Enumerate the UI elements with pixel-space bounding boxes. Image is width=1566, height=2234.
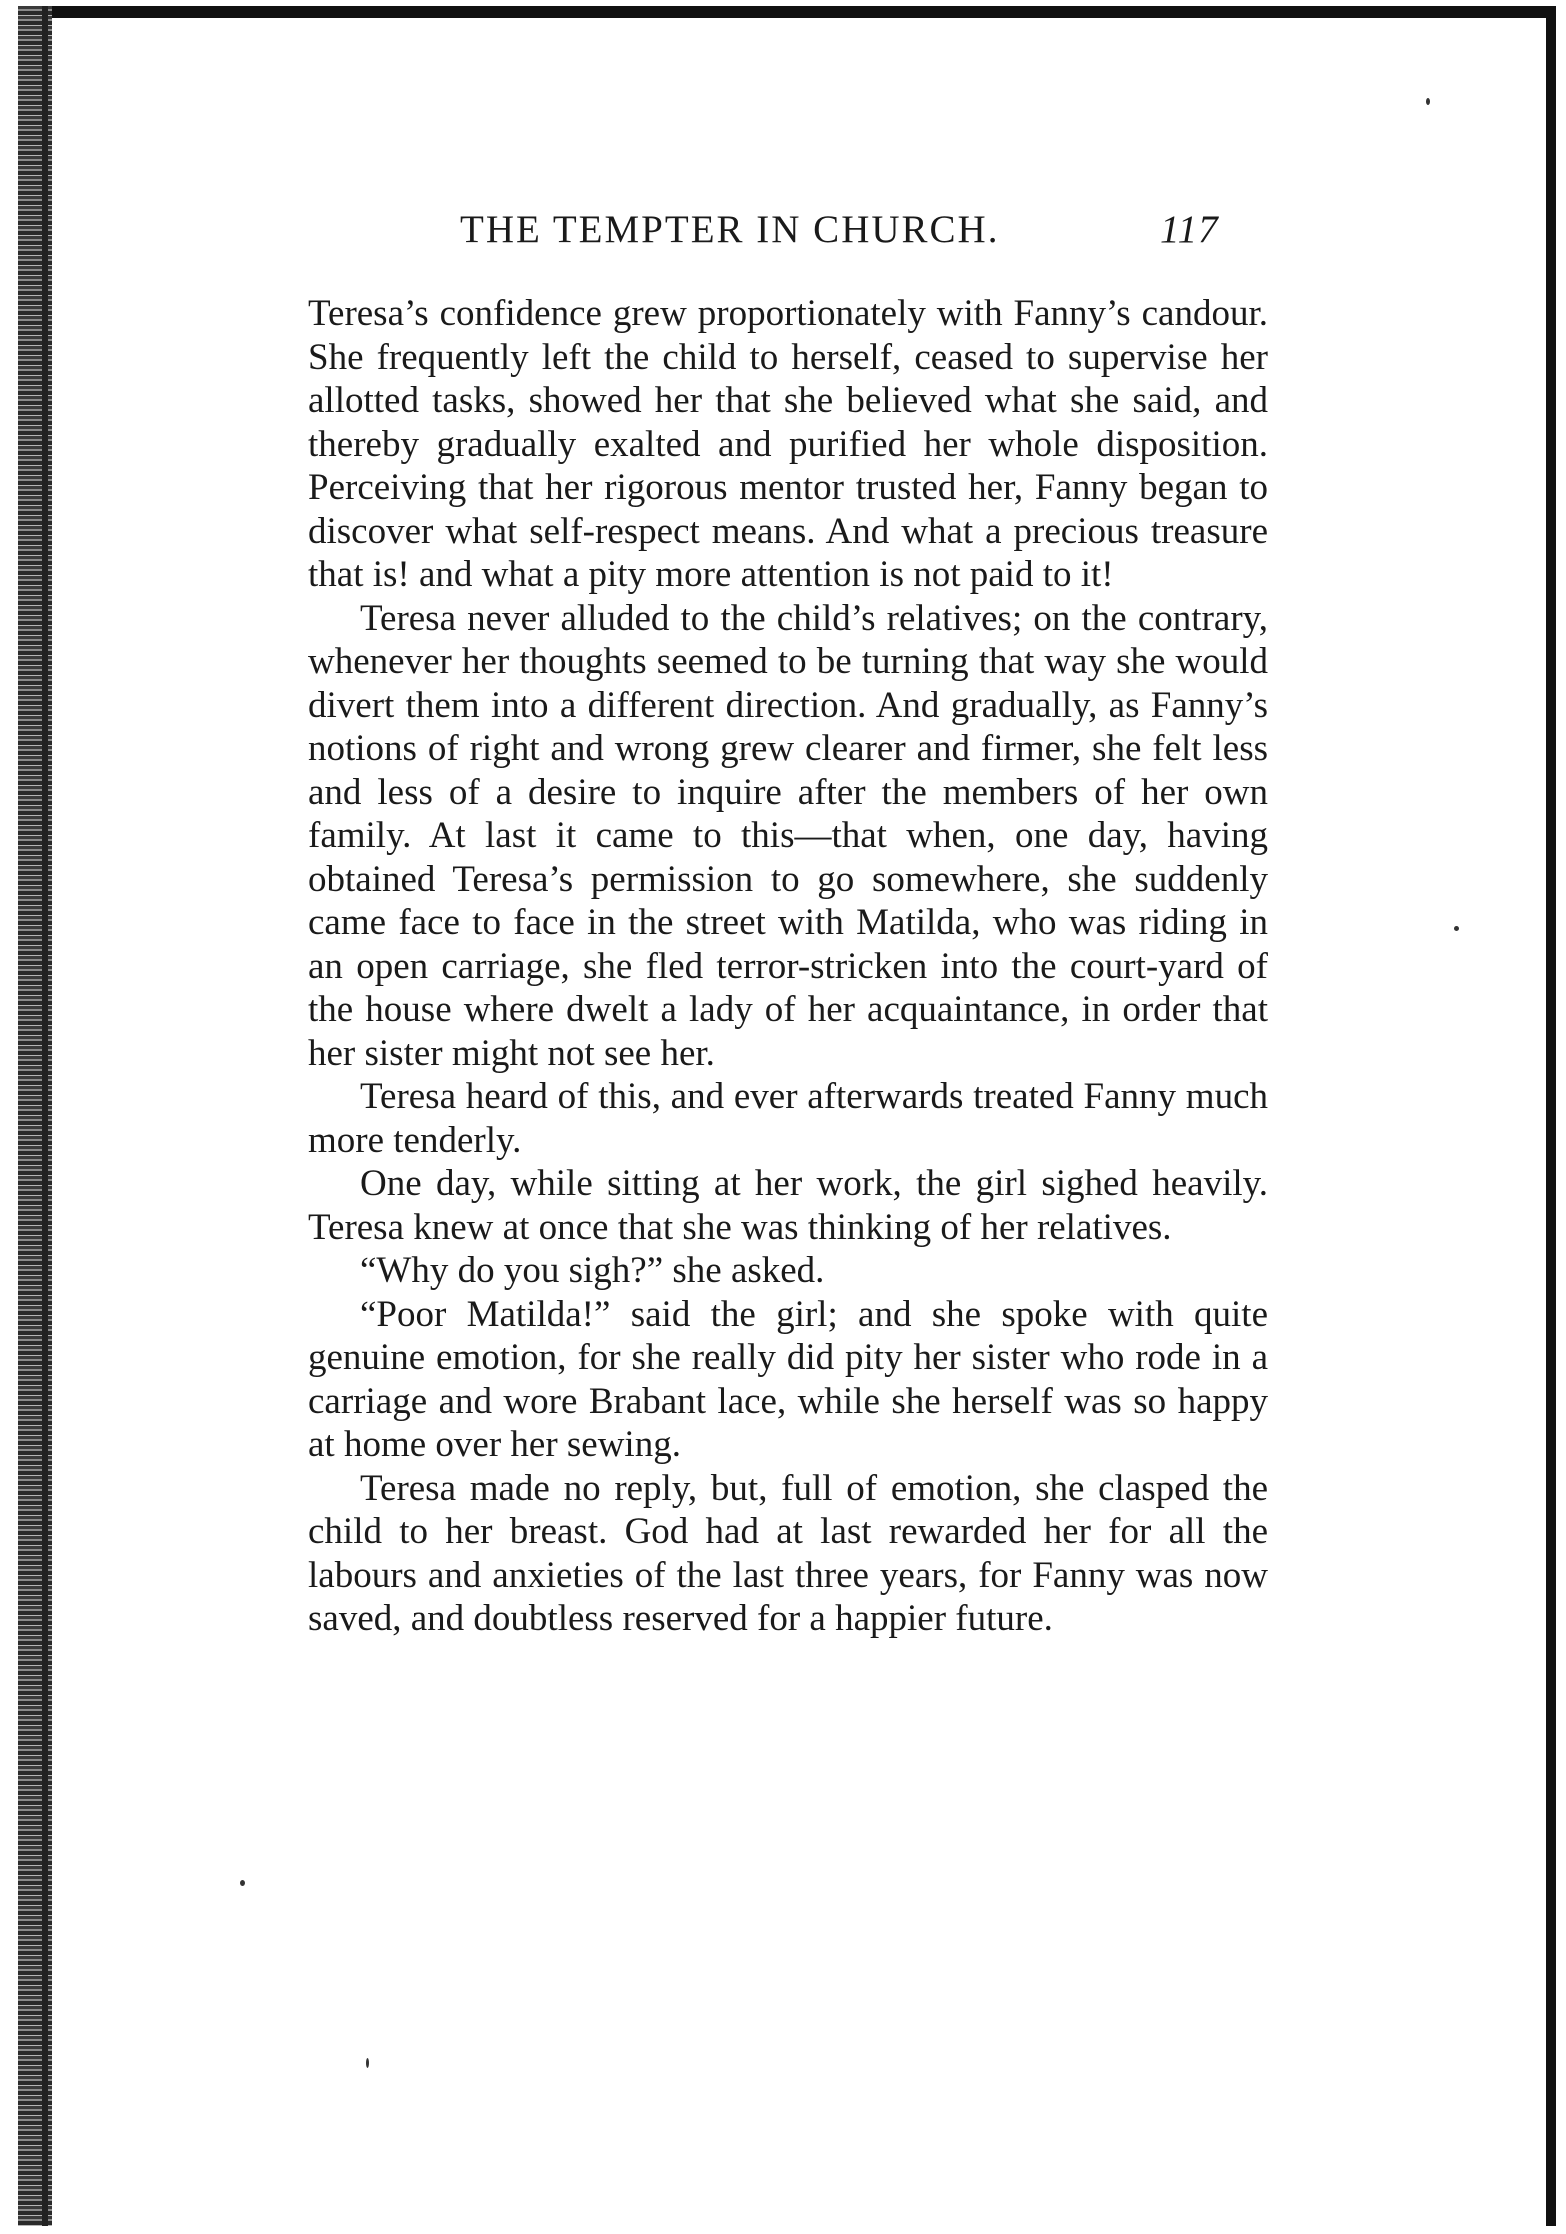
scan-speck bbox=[240, 1880, 245, 1886]
scan-speck bbox=[366, 2058, 369, 2068]
paragraph: One day, while sitting at her work, the girl sighed heavily. Teresa knew at once that she was thinking of her relatives. bbox=[308, 1163, 1268, 1248]
page-number: 117 bbox=[1160, 208, 1219, 251]
page-binding-shadow bbox=[42, 6, 48, 2226]
paragraph: Teresa heard of this, and ever afterwards treated Fanny much more tenderly. bbox=[308, 1076, 1268, 1161]
paragraph: “Why do you sigh?” she asked. bbox=[360, 1250, 825, 1291]
paragraph: Teresa made no reply, but, full of emotion, she clasped the child to her breast. God had at last rewarded her for all the labours and anxieties of the last three years, for Fanny was now saved, and doubtless reserved for a happier future. bbox=[308, 1467, 1268, 1639]
paragraph: Teresa never alluded to the child’s relatives; on the contrary, whenever her thoughts seemed to be turning that way she would divert them into a different direction. And gradually, as Fanny’s notions of right and wrong grew clearer and firmer, she felt less and less of a desire to inquire after the members of her own family. At last it came to this—that when, one day, having obtained Teresa’s permission to go somewhere, she suddenly came face to face in the street with Matilda, who was riding in an open carriage, she fled terror-stricken into the court-yard of the house where dwelt a lady of her acquaintance, in order that her sister might not see her. bbox=[308, 597, 1268, 1074]
running-header bbox=[460, 200, 1260, 260]
paragraph: “Poor Matilda!” said the girl; and she spoke with quite genuine emotion, for she really did pity her sister who rode in a carriage and wore Brabant lace, while she herself was so happy at home over her sewing. bbox=[308, 1293, 1268, 1465]
running-title: THE TEMPTER IN CHURCH. bbox=[460, 208, 1000, 251]
scan-speck bbox=[1454, 926, 1459, 931]
paragraph: Teresa’s confidence grew proportionately with Fanny’s candour. She frequently left the child to herself, ceased to supervise her allotted tasks, showed her that she believed what she said, and thereby gradually exalted and purified her whole disposition. Perceiving that her rigorous mentor trusted her, Fanny began to discover what self-respect means. And what a precious treasure that is! and what a pity more attention is not paid to it! bbox=[308, 293, 1268, 595]
page-edge-top bbox=[20, 6, 1556, 18]
scan-speck bbox=[1426, 98, 1430, 105]
page-edge-right bbox=[1546, 6, 1556, 2226]
body-text bbox=[308, 292, 1268, 1641]
